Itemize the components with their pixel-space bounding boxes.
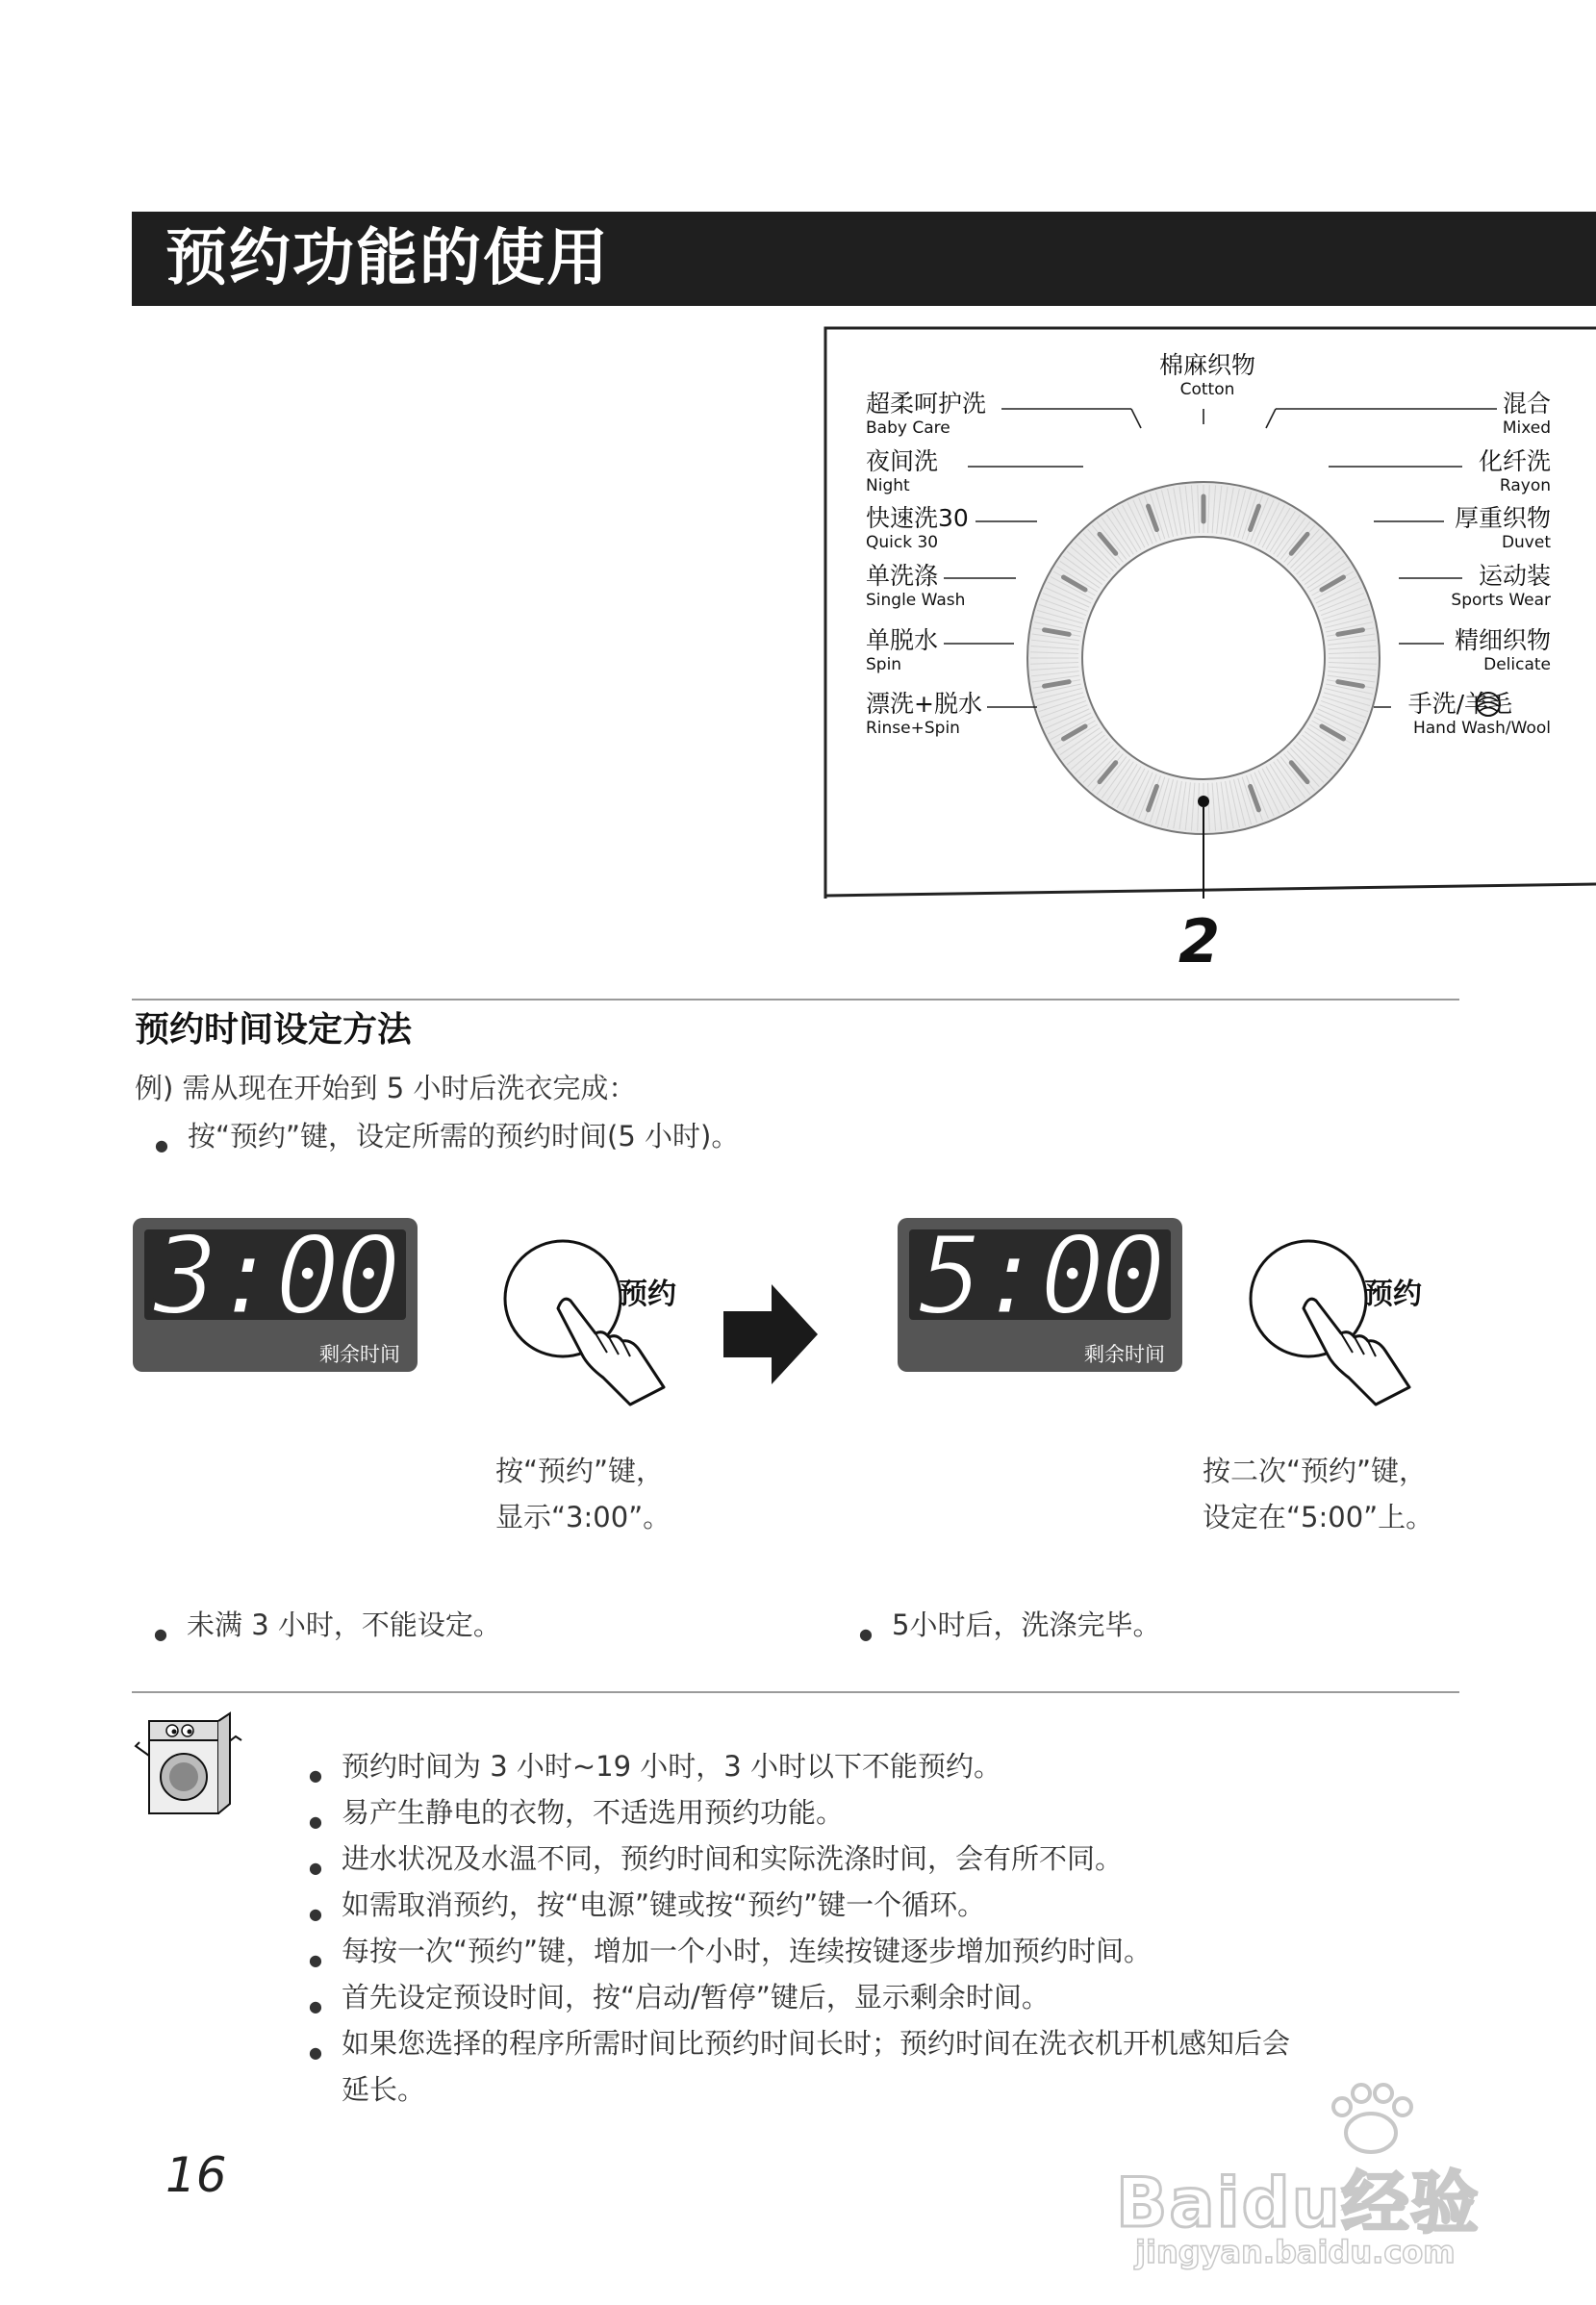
lcd-label: 剩余时间	[1084, 1343, 1165, 1366]
reserve-button-press-1[interactable]	[495, 1233, 697, 1416]
example-text: 例) 需从现在开始到 5 小时后洗衣完成：	[135, 1072, 637, 1104]
dial-label-single-wash: 单洗涤 Single Wash	[866, 562, 966, 610]
step2-bullet: ● 5小时后，洗涤完毕。	[892, 1608, 1160, 1642]
paw-icon	[1308, 2080, 1433, 2157]
dial-label-night: 夜间洗 Night	[866, 447, 939, 495]
note-item: ● 如需取消预约，按“电源”键或按“预约”键一个循环。	[342, 1882, 1290, 1928]
lcd-digits: 5:00	[918, 1214, 1162, 1339]
reserve-button-press-2[interactable]	[1241, 1233, 1443, 1416]
lcd-display-5h	[898, 1214, 1182, 1372]
reserve-button-label: 预约	[1364, 1278, 1422, 1311]
dial-label-baby-care: 超柔呵护洗 Baby Care	[866, 390, 987, 438]
note-item: ● 易产生静电的衣物，不适选用预约功能。	[342, 1789, 1290, 1836]
arrow-right-icon	[723, 1284, 818, 1384]
dial-label-mixed: 混合 Mixed	[1502, 390, 1551, 438]
note-item: ● 预约时间为 3 小时~19 小时，3 小时以下不能预约。	[342, 1743, 1290, 1789]
step1-caption: 按“预约”键， 显示“3:00”。	[495, 1455, 671, 1533]
section-title: 预约时间设定方法	[135, 1010, 413, 1050]
dial-label-spin: 单脱水 Spin	[866, 626, 939, 674]
lcd-display-3h	[133, 1214, 418, 1372]
note-item: ● 进水状况及水温不同，预约时间和实际洗涤时间，会有所不同。	[342, 1836, 1290, 1882]
step2-caption: 按二次“预约”键， 设定在“5:00”上。	[1203, 1455, 1434, 1533]
program-selector-dial[interactable]	[1027, 482, 1380, 834]
watermark-url: jingyan.baidu.com	[1135, 2234, 1456, 2270]
lcd-digits: 3:00	[153, 1214, 397, 1339]
finger-press-icon	[495, 1233, 697, 1416]
dial-label-cotton: 棉麻织物 Cotton	[1158, 351, 1255, 399]
dial-label-sports-wear: 运动装 Sports Wear	[1451, 562, 1551, 610]
page-title: 预约功能的使用	[165, 223, 610, 294]
note-item: ● 首先设定预设时间，按“启动/暂停”键后，显示剩余时间。	[342, 1974, 1290, 2020]
note-item-continuation: 延长。	[342, 2073, 426, 2106]
section-divider-top	[132, 999, 1459, 1001]
dial-label-duvet: 厚重织物 Duvet	[1454, 504, 1551, 552]
dial-label-rayon: 化纤洗 Rayon	[1478, 447, 1551, 495]
dial-label-delicate: 精细织物 Delicate	[1454, 626, 1551, 674]
lcd-label: 剩余时间	[319, 1343, 400, 1366]
instruction-text: ● 按“预约”键，设定所需的预约时间(5 小时)。	[188, 1119, 739, 1153]
dial-pointer-dot	[1198, 796, 1209, 807]
dial-label-rinse-spin: 漂洗+脱水 Rinse+Spin	[866, 690, 982, 738]
notes-list	[342, 1743, 1290, 2113]
finger-press-icon	[1241, 1233, 1443, 1416]
washing-machine-mascot-icon	[130, 1708, 255, 1823]
page-number: 16	[165, 2147, 227, 2203]
reserve-button-label: 预约	[619, 1278, 676, 1311]
callout-number: 2	[1178, 906, 1221, 976]
watermark-brand: Baidu经验	[1116, 2164, 1481, 2242]
dial-label-hand-wash-wool: 手洗/羊毛 Hand Wash/Wool	[1407, 690, 1551, 738]
step1-bullet: ● 未满 3 小时，不能设定。	[187, 1608, 501, 1642]
dial-label-quick-30: 快速洗30 Quick 30	[866, 504, 969, 552]
note-item: ● 如果您选择的程序所需时间比预约时间长时；预约时间在洗衣机开机感知后会	[342, 2020, 1290, 2066]
section-divider-bottom	[132, 1691, 1459, 1693]
note-item: ● 每按一次“预约”键，增加一个小时，连续按键逐步增加预约时间。	[342, 1928, 1290, 1974]
